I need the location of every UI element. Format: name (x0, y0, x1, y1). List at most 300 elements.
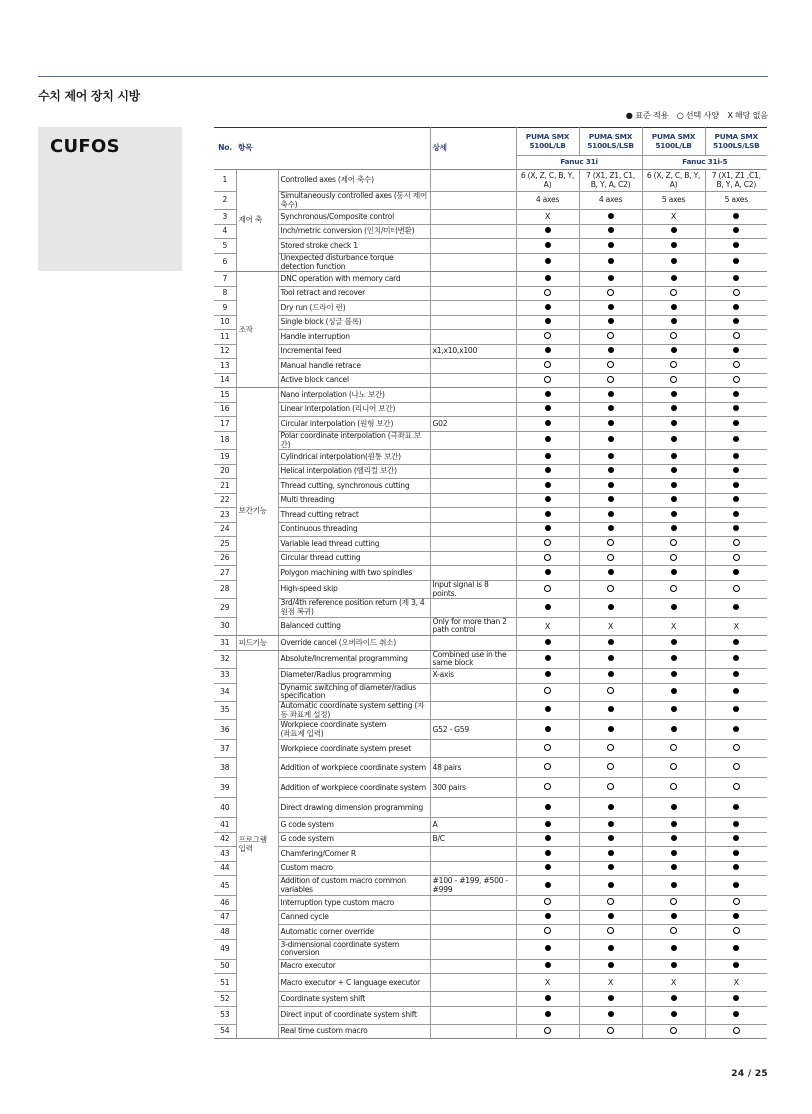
standard-dot-icon (733, 835, 739, 841)
value-cell (705, 431, 767, 449)
value-cell (579, 493, 642, 508)
value-cell (705, 272, 767, 287)
row-number: 15 (214, 388, 236, 403)
value-cell (516, 301, 579, 316)
standard-dot-icon (545, 804, 551, 810)
optional-circle-icon (607, 763, 614, 770)
value-cell (579, 344, 642, 359)
row-number: 34 (214, 683, 236, 701)
row-number: 31 (214, 636, 236, 651)
table-row (214, 210, 767, 225)
value-cell (705, 896, 767, 911)
value-cell (579, 224, 642, 239)
value-cell (516, 464, 579, 479)
feature-detail (430, 522, 516, 537)
standard-dot-icon (733, 482, 739, 488)
optional-circle-icon (733, 927, 740, 934)
value-cell (642, 566, 705, 581)
value-text: 7 (X1, Z1 ,C1, B, Y, A, C2) (711, 170, 761, 189)
feature-detail (430, 551, 516, 566)
value-cell (705, 1006, 767, 1024)
feature-detail: G02 (430, 417, 516, 432)
standard-dot-icon (608, 275, 614, 281)
optional-circle-icon (733, 898, 740, 905)
standard-dot-icon (671, 995, 677, 1001)
value-cell (579, 939, 642, 959)
value-cell (516, 373, 579, 388)
feature-name: Addition of workpiece coordinate system (278, 778, 430, 798)
row-number: 3 (214, 210, 236, 225)
standard-dot-icon (733, 995, 739, 1001)
value-cell (579, 464, 642, 479)
standard-dot-icon (545, 604, 551, 610)
value-cell (705, 599, 767, 617)
value-cell (516, 896, 579, 911)
value-cell (705, 330, 767, 345)
standard-dot-icon (545, 726, 551, 732)
feature-name: DNC operation with memory card (278, 272, 430, 287)
optional-circle-icon (670, 783, 677, 790)
value-cell (642, 876, 705, 896)
standard-dot-icon (545, 962, 551, 968)
standard-dot-icon (608, 511, 614, 517)
value-cell (516, 798, 579, 818)
optional-circle-icon (544, 763, 551, 770)
value-cell (642, 925, 705, 940)
value-cell (642, 818, 705, 833)
table-row (214, 925, 767, 940)
value-cell (642, 192, 705, 210)
row-number: 24 (214, 522, 236, 537)
value-cell (705, 493, 767, 508)
feature-name: Coordinate system shift (278, 992, 430, 1007)
not-applicable-mark: X (607, 978, 614, 988)
row-number: 49 (214, 939, 236, 959)
value-cell (579, 974, 642, 992)
row-number: 13 (214, 359, 236, 374)
feature-name: 3rd/4th reference position return (제 3, 4원점 복귀) (278, 599, 430, 617)
row-number: 47 (214, 910, 236, 925)
table-row (214, 417, 767, 432)
standard-dot-icon (733, 688, 739, 694)
standard-dot-icon (545, 391, 551, 397)
value-cell (579, 758, 642, 778)
value-cell (705, 861, 767, 876)
value-cell (579, 330, 642, 345)
value-cell (642, 798, 705, 818)
table-row (214, 778, 767, 798)
standard-dot-icon (545, 258, 551, 264)
row-number: 9 (214, 301, 236, 316)
value-cell (705, 636, 767, 651)
value-cell (579, 959, 642, 974)
table-row (214, 566, 767, 581)
optional-circle-icon (670, 539, 677, 546)
value-cell (579, 740, 642, 758)
feature-detail (430, 508, 516, 523)
row-number: 53 (214, 1006, 236, 1024)
optional-circle-icon (670, 744, 677, 751)
optional-circle-icon (670, 585, 677, 592)
value-cell (642, 778, 705, 798)
value-cell (516, 702, 579, 720)
standard-dot-icon (545, 420, 551, 426)
standard-dot-icon (671, 671, 677, 677)
header-item: 항목 (236, 128, 430, 170)
standard-dot-icon (733, 420, 739, 426)
feature-name: Real time custom macro (278, 1024, 430, 1039)
standard-dot-icon (608, 318, 614, 324)
standard-dot-icon (671, 420, 677, 426)
value-cell (516, 522, 579, 537)
standard-dot-icon (733, 671, 739, 677)
feature-detail (430, 939, 516, 959)
row-number: 25 (214, 537, 236, 552)
standard-dot-icon (733, 1011, 739, 1017)
standard-dot-icon (733, 467, 739, 473)
value-cell (642, 551, 705, 566)
feature-name: Direct drawing dimension programming (278, 798, 430, 818)
value-cell (516, 617, 579, 635)
optional-circle-icon (733, 763, 740, 770)
row-number: 29 (214, 599, 236, 617)
value-cell (579, 910, 642, 925)
value-cell (579, 683, 642, 701)
standard-dot-icon (671, 405, 677, 411)
value-cell (579, 402, 642, 417)
header-model-text: PUMA SMX 5100LS/LSB (713, 131, 760, 150)
value-cell (642, 832, 705, 847)
value-cell (705, 479, 767, 494)
standard-dot-icon (545, 436, 551, 442)
category-label: 프로그램 입력 (236, 650, 278, 1039)
row-number: 38 (214, 758, 236, 778)
table-row (214, 974, 767, 992)
feature-name: Macro executor (278, 959, 430, 974)
standard-dot-icon (545, 655, 551, 661)
standard-dot-icon (545, 275, 551, 281)
top-rule (38, 76, 768, 77)
standard-dot-icon (671, 318, 677, 324)
feature-name: Controlled axes (제어 축수) (278, 170, 430, 192)
feature-name: Single block (싱글 블록) (278, 315, 430, 330)
table-row (214, 650, 767, 668)
legend (626, 110, 768, 121)
table-row (214, 479, 767, 494)
standard-dot-icon (608, 655, 614, 661)
row-number: 6 (214, 253, 236, 271)
feature-detail (430, 210, 516, 225)
feature-detail (430, 170, 516, 192)
optional-circle-icon (670, 1027, 677, 1034)
feature-detail (430, 450, 516, 465)
legend-na-label: 해당 없음 (734, 110, 768, 120)
standard-dot-icon (545, 318, 551, 324)
value-cell (642, 537, 705, 552)
value-cell (705, 939, 767, 959)
value-cell (516, 876, 579, 896)
standard-dot-icon (545, 304, 551, 310)
value-cell (705, 508, 767, 523)
value-cell (642, 417, 705, 432)
value-cell (579, 373, 642, 388)
feature-detail (430, 464, 516, 479)
standard-dot-icon (545, 821, 551, 827)
feature-detail (430, 373, 516, 388)
standard-dot-icon (671, 304, 677, 310)
standard-dot-icon (608, 864, 614, 870)
standard-dot-icon (671, 688, 677, 694)
value-cell (705, 847, 767, 862)
standard-dot-icon (671, 347, 677, 353)
feature-detail (430, 740, 516, 758)
table-row (214, 992, 767, 1007)
row-number: 8 (214, 286, 236, 301)
value-cell (705, 1024, 767, 1039)
standard-dot-icon (545, 639, 551, 645)
value-cell (642, 939, 705, 959)
value-cell (516, 861, 579, 876)
value-cell (642, 599, 705, 617)
value-cell (516, 832, 579, 847)
standard-dot-icon (545, 995, 551, 1001)
value-cell (579, 1006, 642, 1024)
row-number: 5 (214, 239, 236, 254)
feature-detail (430, 192, 516, 210)
spec-table (214, 127, 767, 1039)
standard-dot-icon (671, 242, 677, 248)
standard-dot-icon (608, 706, 614, 712)
feature-name: Direct input of coordinate system shift (278, 1006, 430, 1024)
value-text: 6 (X, Z, C, B, Y, A) (520, 170, 575, 189)
value-cell (516, 253, 579, 271)
feature-name: Simultaneously controlled axes (동시 제어축수) (278, 192, 430, 210)
feature-detail (430, 301, 516, 316)
standard-dot-icon (671, 467, 677, 473)
feature-name: Thread cutting, synchronous cutting (278, 479, 430, 494)
table-row (214, 388, 767, 403)
value-cell (642, 508, 705, 523)
value-cell (579, 818, 642, 833)
feature-detail (430, 896, 516, 911)
feature-detail (430, 330, 516, 345)
table-row (214, 359, 767, 374)
not-applicable-mark: X (670, 212, 677, 222)
table-row (214, 551, 767, 566)
header-model (705, 128, 767, 156)
standard-dot-icon (733, 821, 739, 827)
table-row (214, 798, 767, 818)
feature-name: Chamfering/Corner R (278, 847, 430, 862)
standard-dot-icon (733, 258, 739, 264)
value-cell (642, 373, 705, 388)
table-row (214, 272, 767, 287)
value-cell (516, 388, 579, 403)
feature-detail: B/C (430, 832, 516, 847)
row-number: 11 (214, 330, 236, 345)
standard-dot-icon (545, 706, 551, 712)
row-number: 10 (214, 315, 236, 330)
value-cell (705, 720, 767, 740)
value-cell (705, 702, 767, 720)
value-cell (516, 778, 579, 798)
feature-detail (430, 239, 516, 254)
value-cell (516, 450, 579, 465)
standard-dot-icon (671, 391, 677, 397)
feature-detail (430, 636, 516, 651)
value-cell (579, 239, 642, 254)
feature-detail (430, 402, 516, 417)
value-cell (705, 388, 767, 403)
table-row (214, 508, 767, 523)
feature-name: Inch/metric conversion (인치/미터변환) (278, 224, 430, 239)
standard-dot-icon (608, 436, 614, 442)
value-cell (516, 192, 579, 210)
brand-name: CUFOS (50, 136, 120, 157)
spec-table-body (214, 170, 767, 1039)
not-applicable-mark: X (733, 978, 739, 988)
feature-name: Workpiece coordinate system preset (278, 740, 430, 758)
row-number: 51 (214, 974, 236, 992)
value-cell (516, 224, 579, 239)
value-cell (642, 272, 705, 287)
row-number: 48 (214, 925, 236, 940)
optional-circle-icon (733, 585, 740, 592)
value-cell (642, 224, 705, 239)
value-cell (516, 1006, 579, 1024)
value-cell (516, 683, 579, 701)
value-cell (705, 566, 767, 581)
optional-circle-icon (733, 376, 740, 383)
value-cell (579, 192, 642, 210)
standard-dot-icon (733, 706, 739, 712)
value-cell (579, 617, 642, 635)
value-cell (516, 599, 579, 617)
value-cell (642, 896, 705, 911)
optional-circle-icon (733, 289, 740, 296)
standard-dot-icon (608, 962, 614, 968)
value-cell (579, 359, 642, 374)
standard-dot-icon (733, 850, 739, 856)
table-row (214, 683, 767, 701)
value-cell (516, 210, 579, 225)
page-number: 24 / 25 (731, 1069, 768, 1079)
value-cell (642, 286, 705, 301)
optional-circle-icon (607, 376, 614, 383)
row-number: 23 (214, 508, 236, 523)
header-model-text: PUMA SMX 5100L/LB (651, 131, 696, 150)
row-number: 40 (214, 798, 236, 818)
value-cell (642, 170, 705, 192)
optional-circle-icon (607, 1027, 614, 1034)
feature-detail: Input signal is 8 points. (430, 580, 516, 598)
value-cell (516, 720, 579, 740)
table-row (214, 939, 767, 959)
feature-detail: Combined use in the same block (430, 650, 516, 668)
standard-dot-icon (671, 945, 677, 951)
table-row (214, 959, 767, 974)
standard-dot-icon (608, 995, 614, 1001)
row-number: 22 (214, 493, 236, 508)
optional-circle-icon (607, 783, 614, 790)
standard-dot-icon (733, 655, 739, 661)
standard-dot-icon (545, 467, 551, 473)
standard-dot-icon (733, 405, 739, 411)
standard-dot-icon (545, 242, 551, 248)
value-cell (705, 402, 767, 417)
optional-circle-icon (733, 744, 740, 751)
standard-dot-icon (733, 453, 739, 459)
standard-dot-icon (733, 726, 739, 732)
value-cell (705, 359, 767, 374)
feature-name: Macro executor + C language executor (278, 974, 430, 992)
optional-circle-icon (607, 289, 614, 296)
value-cell (579, 876, 642, 896)
row-number: 14 (214, 373, 236, 388)
optional-circle-icon (733, 783, 740, 790)
optional-circle-icon (670, 763, 677, 770)
feature-name: Addition of custom macro common variables (278, 876, 430, 896)
value-cell (705, 669, 767, 684)
standard-dot-icon (733, 436, 739, 442)
standard-dot-icon (545, 405, 551, 411)
feature-name: Addition of workpiece coordinate system (278, 758, 430, 778)
value-cell (579, 896, 642, 911)
value-cell (579, 650, 642, 668)
feature-name: Balanced cutting (278, 617, 430, 635)
value-cell (705, 537, 767, 552)
value-cell (579, 551, 642, 566)
header-controller: Fanuc 31i-5 (642, 156, 767, 170)
feature-name: Diameter/Radius programming (278, 669, 430, 684)
feature-detail (430, 861, 516, 876)
value-cell (705, 464, 767, 479)
value-cell (516, 272, 579, 287)
feature-name: Synchronous/Composite control (278, 210, 430, 225)
standard-dot-icon (733, 945, 739, 951)
value-cell (516, 847, 579, 862)
standard-dot-icon (671, 913, 677, 919)
optional-circle-icon (544, 554, 551, 561)
feature-name: Variable lead thread cutting (278, 537, 430, 552)
row-number: 16 (214, 402, 236, 417)
row-number: 46 (214, 896, 236, 911)
header-model (579, 128, 642, 156)
optional-circle-icon (733, 361, 740, 368)
value-cell (579, 720, 642, 740)
standard-dot-icon (608, 726, 614, 732)
table-row (214, 669, 767, 684)
row-number: 39 (214, 778, 236, 798)
table-row (214, 1024, 767, 1039)
value-cell (516, 359, 579, 374)
optional-circle-icon (607, 585, 614, 592)
optional-circle-icon (544, 361, 551, 368)
feature-name: Canned cycle (278, 910, 430, 925)
value-cell (705, 925, 767, 940)
feature-detail (430, 479, 516, 494)
value-cell (642, 702, 705, 720)
value-cell (642, 253, 705, 271)
feature-name: Cylindrical interpolation(원통 보간) (278, 450, 430, 465)
header-no: No. (214, 128, 236, 170)
value-cell (642, 650, 705, 668)
table-row (214, 450, 767, 465)
feature-detail (430, 359, 516, 374)
feature-name: 3-dimensional coordinate system conversion (278, 939, 430, 959)
value-cell (516, 580, 579, 598)
row-number: 4 (214, 224, 236, 239)
